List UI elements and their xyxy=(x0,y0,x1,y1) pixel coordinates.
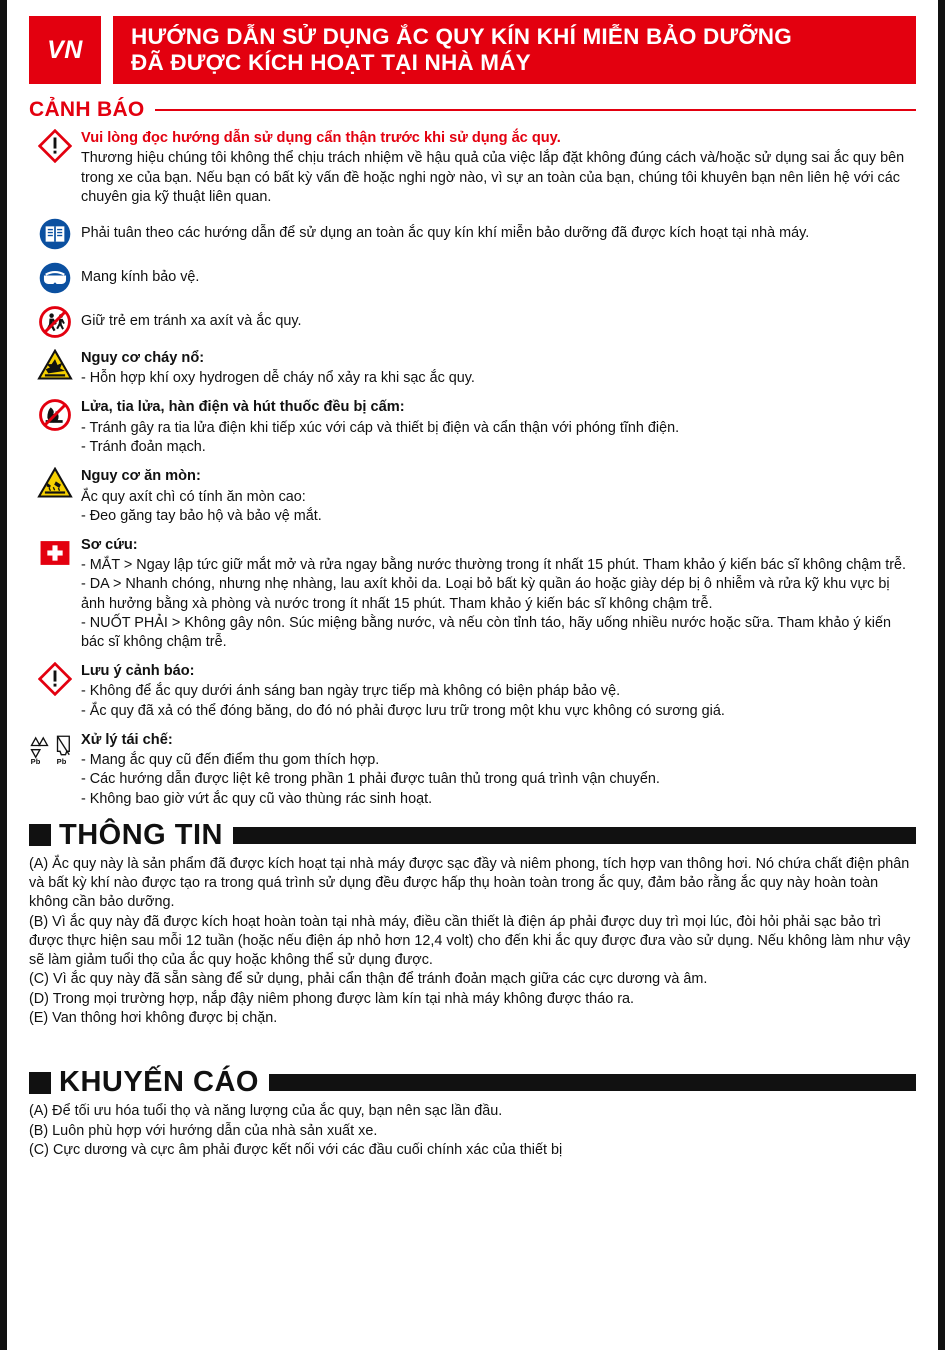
warning-item-lead: Lửa, tia lửa, hàn điện và hút thuốc đều bị cấm: xyxy=(81,399,405,416)
warning-item-body xyxy=(81,312,916,331)
warning-item xyxy=(29,304,916,339)
warning-item-line: - MẮT > Ngay lập tức giữ mắt mở và rửa ngay bằng nước thường trong ít nhất 15 phút. Tham khảo ý kiến bác sĩ không chậm trễ. xyxy=(81,557,907,574)
warning-item-line: - Mang ắc quy cũ đến điểm thu gom thích hợp. xyxy=(81,752,380,769)
read-manual-icon xyxy=(29,216,81,251)
warning-item-line: - Tránh đoản mạch. xyxy=(81,439,206,455)
warning-item-line: Thương hiệu chúng tôi không thể chịu trách nhiệm về hậu quả của việc lắp đặt không đúng cách và/hoặc sử dụng sai ắc quy bên trong xe của bạn. Nếu bạn có bất kỳ vấn đề hoặc nghi ngờ nào, vì sự an toàn của bạn, chúng tôi khuyên bạn nên liên hệ với các chuyên gia kỹ thuật liên quan. xyxy=(81,150,905,205)
warning-item-line: - DA > Nhanh chóng, nhưng nhẹ nhàng, lau axít khỏi da. Loại bỏ bất kỳ quần áo hoặc giày dép bị ô nhiễm và rửa kỹ khu vực bị ảnh hưởng bằng xà phòng và nước trong ít nhất 15 phút. Tham khảo ý kiến bác sĩ không chậm trễ. xyxy=(81,576,890,612)
keep-away-children-icon xyxy=(29,304,81,339)
warning-item-line: - NUỐT PHẢI > Không gây nôn. Súc miệng bằng nước, và nếu còn tỉnh táo, hãy uống nhiều nước hoặc sữa. Tham khảo ý kiến bác sĩ không chậm trễ. xyxy=(81,614,892,650)
page-title xyxy=(113,16,916,84)
warning-item xyxy=(29,128,916,207)
warning-item-body xyxy=(81,224,916,243)
warning-item xyxy=(29,397,916,457)
language-badge: VN xyxy=(29,16,101,84)
svg-text:Pb: Pb xyxy=(30,756,41,765)
information-body xyxy=(29,855,916,1029)
warning-item-line: Giữ trẻ em tránh xa axít và ắc quy. xyxy=(81,312,302,329)
heading-bar xyxy=(233,827,916,844)
warning-item-line: - Các hướng dẫn được liệt kê trong phần 1 phải được tuân thủ trong quá trình vận chuyển. xyxy=(81,771,660,788)
warning-item xyxy=(29,466,916,526)
warning-item-lead: Nguy cơ cháy nổ: xyxy=(81,349,205,366)
warning-item-body xyxy=(81,535,916,652)
warning-item-line: - Hỗn hợp khí oxy hydrogen dễ cháy nổ xảy ra khi sạc ắc quy. xyxy=(81,370,475,387)
warning-item-body xyxy=(81,268,916,287)
heading-square-marker xyxy=(29,1072,51,1094)
warning-item-lead: Sơ cứu: xyxy=(81,536,138,553)
warning-item xyxy=(29,661,916,721)
warning-list xyxy=(29,128,916,809)
information-paragraph: (E) Van thông hơi không được bị chặn. xyxy=(29,1010,278,1027)
no-fire-no-smoking-icon xyxy=(29,397,81,432)
warning-item xyxy=(29,216,916,251)
first-aid-icon xyxy=(29,535,81,570)
warning-item-line: - Tránh gây ra tia lửa điện khi tiếp xúc với cáp và thiết bị điện và cẩn thận với phóng tĩnh điện. xyxy=(81,419,680,436)
explosion-hazard-icon xyxy=(29,348,81,381)
warning-item-line: Phải tuân theo các hướng dẫn để sử dụng an toàn ắc quy kín khí miễn bảo dưỡng đã được kích hoạt tại nhà máy. xyxy=(81,224,810,241)
warning-item-line: - Đeo găng tay bảo hộ và bảo vệ mắt. xyxy=(81,507,322,524)
recommendation-paragraph: (B) Luôn phù hợp với hướng dẫn của nhà sản xuất xe. xyxy=(29,1122,378,1139)
recommendation-paragraph: (A) Để tối ưu hóa tuổi thọ và năng lượng của ắc quy, bạn nên sạc lần đầu. xyxy=(29,1103,503,1120)
svg-text:Pb: Pb xyxy=(56,756,67,765)
page-title-line2: ĐÃ ĐƯỢC KÍCH HOẠT TẠI NHÀ MÁY xyxy=(131,50,531,75)
warning-item xyxy=(29,730,916,809)
heading-square-marker xyxy=(29,824,51,846)
warning-item-body xyxy=(81,661,916,721)
information-paragraph: (C) Vì ắc quy này đã sẵn sàng để sử dụng, phải cẩn thận để tránh đoản mạch giữa các cực dương và âm. xyxy=(29,971,708,988)
recommendation-paragraph: (C) Cực dương và cực âm phải được kết nối với các đầu cuối chính xác của thiết bị xyxy=(29,1141,563,1158)
page-title-line1: HƯỚNG DẪN SỬ DỤNG ẮC QUY KÍN KHÍ MIỄN BẢO DƯỠNG xyxy=(131,23,792,49)
information-title: THÔNG TIN xyxy=(59,818,223,851)
information-paragraph: (A) Ắc quy này là sản phẩm đã được kích hoạt tại nhà máy được sạc đầy và niêm phong, tích hợp van thông hơi. Nó chứa chất điện phân và bất kỳ khí nào được tạo ra trong quá trình sử dụng đều được hấp thụ hoàn toàn trong ắc quy, đảm bảo rằng ắc quy này hoàn toàn không cần bảo dưỡng. xyxy=(29,855,910,911)
recommendation-body xyxy=(29,1102,916,1160)
recommendation-title: KHUYẾN CÁO xyxy=(59,1066,259,1099)
warning-item-lead: Vui lòng đọc hướng dẫn sử dụng cẩn thận trước khi sử dụng ắc quy. xyxy=(81,130,561,146)
warning-section-rule xyxy=(155,109,916,111)
heading-bar xyxy=(269,1074,916,1091)
information-heading xyxy=(29,818,916,851)
warning-item-body xyxy=(81,128,916,207)
warning-item-line: - Ắc quy đã xả có thể đóng băng, do đó nó phải được lưu trữ trong một khu vực không có sương giá. xyxy=(81,702,725,719)
warning-item xyxy=(29,260,916,295)
recommendation-heading xyxy=(29,1068,916,1097)
warning-item-body xyxy=(81,466,916,526)
exclamation-hazard-icon xyxy=(29,128,81,163)
warning-item-line: - Không để ắc quy dưới ánh sáng ban ngày trực tiếp mà không có biện pháp bảo vệ. xyxy=(81,683,621,700)
document-header xyxy=(29,16,916,84)
warning-item-line: Mang kính bảo vệ. xyxy=(81,268,200,285)
warning-section-title: CẢNH BÁO xyxy=(29,98,145,121)
warning-item-lead: Nguy cơ ăn mòn: xyxy=(81,468,201,485)
exclamation-hazard-icon xyxy=(29,661,81,696)
information-paragraph: (D) Trong mọi trường hợp, nắp đậy niêm phong được làm kín tại nhà máy không được tháo ra. xyxy=(29,990,634,1007)
eye-protection-icon xyxy=(29,260,81,295)
warning-item-body xyxy=(81,397,916,457)
warning-item xyxy=(29,535,916,652)
corrosive-hazard-icon xyxy=(29,466,81,499)
warning-item-line: Ắc quy axít chì có tính ăn mòn cao: xyxy=(81,488,306,505)
recycle-lead-icon xyxy=(29,730,81,765)
warning-item-line: - Không bao giờ vứt ắc quy cũ vào thùng rác sinh hoạt. xyxy=(81,790,433,807)
warning-item-lead: Xử lý tái chế: xyxy=(81,731,173,748)
warning-item-lead: Lưu ý cảnh báo: xyxy=(81,663,195,680)
warning-item xyxy=(29,348,916,389)
warning-item-body xyxy=(81,730,916,809)
warning-section-heading xyxy=(29,98,916,122)
warning-item-body xyxy=(81,348,916,389)
information-paragraph: (B) Vì ắc quy này đã được kích hoạt hoàn toàn tại nhà máy, điều cần thiết là điện áp phải được duy trì mọi lúc, đòi hỏi phải sạc bảo trì được thực hiện sau mỗi 12 tuần (hoặc nếu điện áp nhỏ hơn 12,4 volt) cho đến khi ắc quy được đưa vào sử dụng. Nếu không làm như vậy sẽ làm giảm tuổi thọ của ắc quy hoặc không thể sử dụng được. xyxy=(29,913,911,969)
